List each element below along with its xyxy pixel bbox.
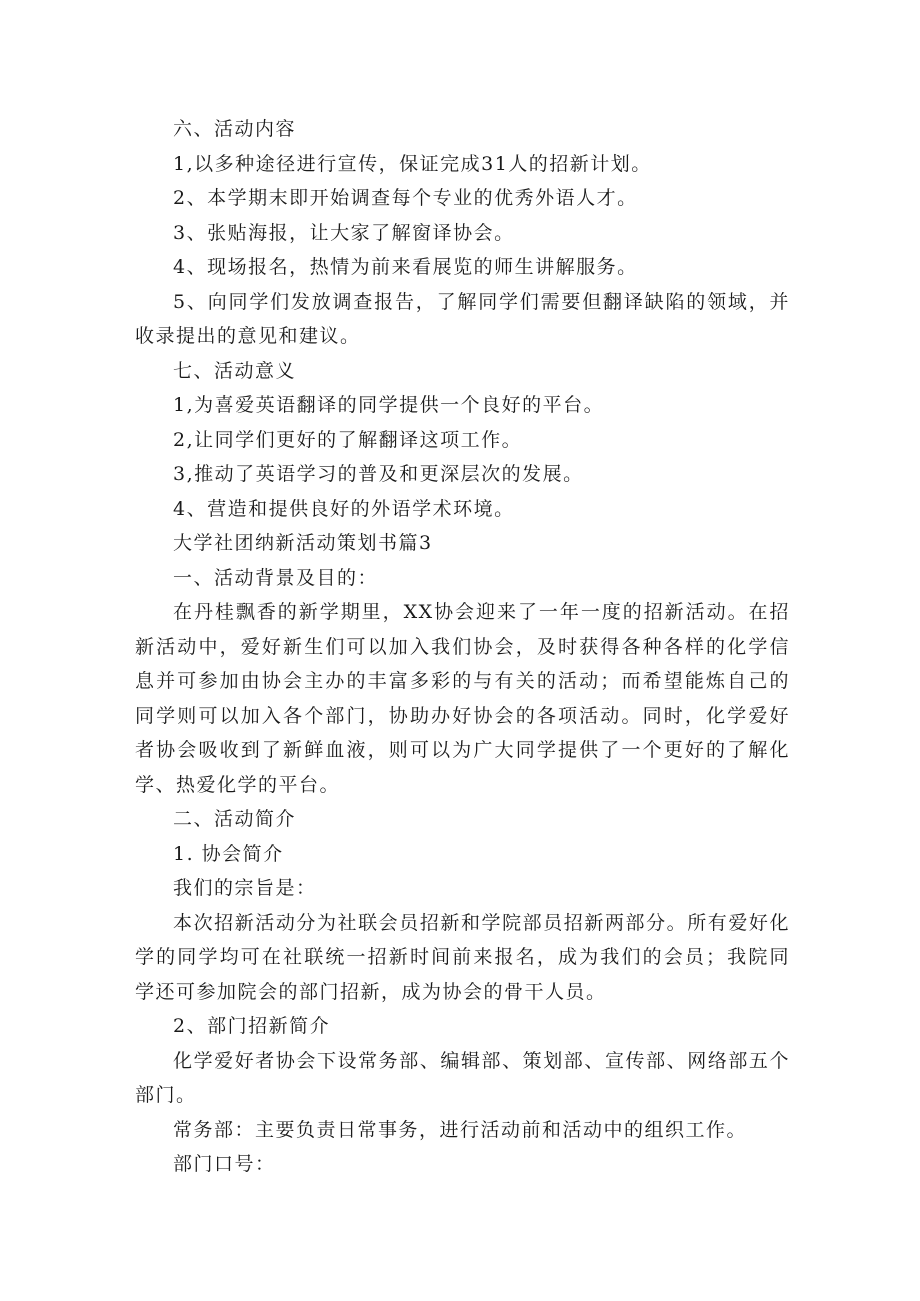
body-paragraph: 部门口号：	[173, 1153, 276, 1175]
subsection-heading: 2、部门招新简介	[173, 1015, 331, 1037]
subsection-heading: 1. 协会简介	[173, 842, 284, 865]
body-paragraph: 我们的宗旨是：	[173, 877, 317, 899]
document-body	[135, 112, 790, 1182]
list-item: 3,推动了英语学习的普及和更深层次的发展。	[173, 463, 584, 485]
list-item: 1,为喜爱英语翻译的同学提供一个良好的平台。	[173, 394, 605, 416]
body-paragraph: 化学爱好者协会下设常务部、编辑部、策划部、宣传部、网络部五个部门。	[135, 1049, 790, 1106]
list-item: 5、向同学们发放调查报告，了解同学们需要但翻译缺陷的领域，并收录提出的意见和建议。	[135, 290, 790, 347]
body-paragraph: 本次招新活动分为社联会员招新和学院部员招新两部分。所有爱好化学的同学均可在社联统一招新时间前来报名，成为我们的会员；我院同学还可参加院会的部门招新，成为协会的骨干人员。	[135, 911, 790, 1003]
list-item: 2、本学期末即开始调查每个专业的优秀外语人才。	[173, 187, 638, 209]
section-heading-background: 一、活动背景及目的：	[173, 566, 379, 589]
list-item: 1,以多种途径进行宣传，保证完成31人的招新计划。	[173, 152, 652, 175]
section-heading-activity-significance: 七、活动意义	[173, 359, 297, 382]
article-title: 大学社团纳新活动策划书篇3	[173, 532, 433, 554]
section-heading-activity-content: 六、活动内容	[173, 118, 297, 140]
list-item: 2,让同学们更好的了解翻译这项工作。	[173, 428, 523, 451]
body-paragraph: 在丹桂飘香的新学期里，XX协会迎来了一年一度的招新活动。在招新活动中，爱好新生们可以加入我们协会，及时获得各种各样的化学信息并可参加由协会主办的丰富多彩的与有关的活动；而希望能炼自己的同学则可以加入各个部门，协助办好协会的各项活动。同时，化学爱好者协会吸收到了新鲜血液，则可以为广大同学提供了一个更好的了解化学、热爱化学的平台。	[135, 601, 790, 796]
body-paragraph: 常务部：主要负责日常事务，进行活动前和活动中的组织工作。	[173, 1118, 748, 1141]
list-item: 4、营造和提供良好的外语学术环境。	[173, 497, 515, 520]
section-heading-introduction: 二、活动简介	[173, 808, 297, 830]
list-item: 3、张贴海报，让大家了解窗译协会。	[173, 221, 515, 244]
list-item: 4、现场报名，热情为前来看展览的师生讲解服务。	[173, 256, 638, 278]
